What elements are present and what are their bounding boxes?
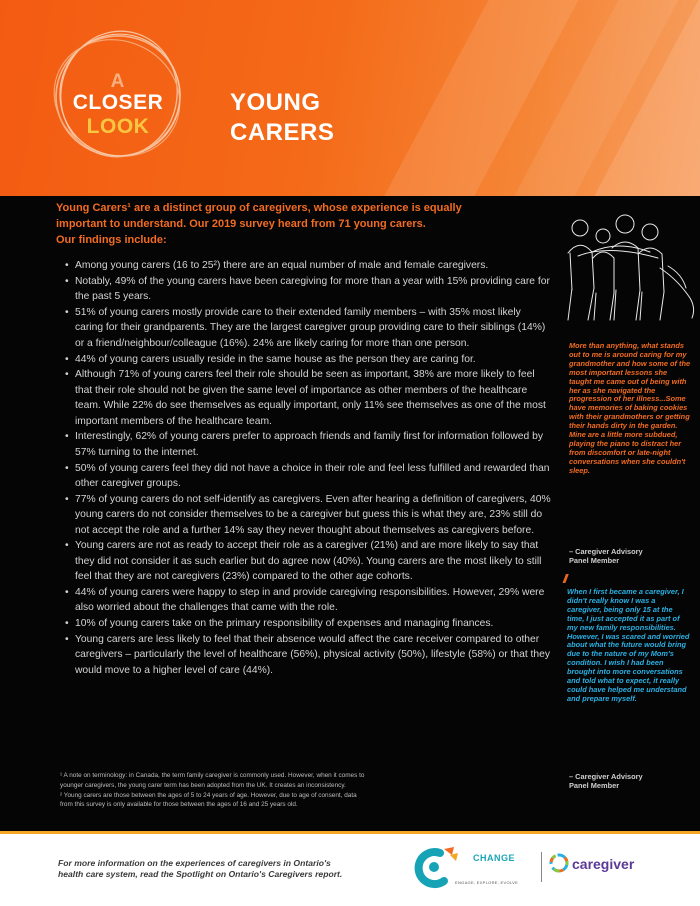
page-title-line2: CARERS	[230, 119, 335, 146]
finding-text: Young carers are not as ready to accept their role as a caregiver (21%) and are more likely to say that they did not consider it as such earlier but do agree now (40%). Young carers are the most likely to still feel that they are not caregivers (23%) compared to the other age cohorts.	[75, 540, 542, 583]
finding-text: Notably, 49% of the young carers have been caregiving for more than a year with 15% providing care for the past 5 years.	[75, 275, 550, 303]
header-banner	[0, 0, 700, 196]
footer-line: For more information on the experiences of caregivers in Ontario's	[58, 858, 331, 868]
page-title	[230, 88, 430, 148]
bullet-icon: •	[65, 587, 69, 599]
bullet-icon: •	[65, 540, 69, 552]
intro-line: Young Carers¹ are a distinct group of caregivers, whose experience is equally	[56, 202, 462, 214]
attribution-line: – Caregiver Advisory	[569, 772, 643, 781]
footnote-line: younger caregivers, the young carer term has been adopted from the UK. It creates an inconsistency.	[60, 781, 346, 789]
quote-mark-icon: //	[563, 572, 566, 586]
bullet-icon: •	[65, 618, 69, 630]
caregiver-wordmark: caregiver	[572, 856, 635, 872]
finding-item	[63, 352, 551, 367]
change-wordmark: CHANGE	[473, 853, 516, 863]
footnote-line: ² Young carers are those between the ages of 5 to 24 years of age. However, due to age of consent, data	[60, 791, 357, 799]
finding-text: 44% of young carers usually reside in the same house as the person they are caring for.	[75, 353, 476, 365]
bullet-icon: •	[65, 462, 69, 474]
logo-text-a: A	[110, 71, 126, 92]
finding-item	[63, 274, 551, 305]
caregiver-quote-1: More than anything, what stands out to me is around caring for my grandmother and how some of the most important lessons she taught me came out of being with her as she navigated the progression of her illness...Some have memories of baking cookies with their grandmothers or getting their hands dirty in the garden. Mine are a little more subdued, playing the piano to distract her from discomfort or late-night conversations when she couldn't sleep.	[569, 341, 691, 475]
logo-text-look: LOOK	[86, 115, 150, 138]
findings-list	[63, 258, 551, 679]
footnote-line: ¹ A note on terminology: in Canada, the term family caregiver is commonly used. However, when it comes to	[60, 772, 365, 779]
finding-item	[63, 538, 551, 584]
intro-paragraph	[56, 200, 496, 248]
finding-text: 50% of young carers feel they did not have a choice in their role and feel less fulfilled and rewarded than other caregiver groups.	[75, 462, 550, 490]
finding-item	[63, 461, 551, 492]
bullet-icon: •	[65, 369, 69, 381]
finding-item	[63, 367, 551, 429]
finding-item	[63, 492, 551, 538]
finding-item	[63, 632, 551, 678]
attribution-line: – Caregiver Advisory	[569, 547, 643, 556]
intro-line: important to understand. Our 2019 survey heard from 71 young carers.	[56, 218, 426, 230]
finding-item	[63, 585, 551, 616]
intro-line: Our findings include:	[56, 234, 167, 246]
a-closer-look-logo	[48, 20, 188, 170]
bullet-icon: •	[65, 431, 69, 443]
caregiver-logo-icon	[548, 852, 570, 874]
finding-item	[63, 616, 551, 631]
quote-2-attribution	[569, 773, 691, 791]
change-tagline: ENGAGE, EXPLORE, EVOLVE	[455, 880, 519, 885]
bullet-icon: •	[65, 260, 69, 271]
finding-text: 44% of young carers were happy to step in and provide caregiving responsibilities. However, 29% were also worried about the challenges that came with the role.	[75, 587, 545, 614]
finding-item	[63, 305, 551, 351]
footer-line: health care system, read the Spotlight on Ontario's Caregivers report.	[58, 869, 343, 879]
finding-item	[63, 258, 551, 273]
finding-text: 51% of young carers mostly provide care to their extended family members – with 35% most likely caring for their grandparents. They are the largest caregiver group providing care to their siblings (14%) or a friend/neighbour/colleague (16%). 24% are likely caring for more than one person.	[75, 307, 546, 349]
attribution-line: Panel Member	[569, 555, 620, 565]
logo-text-closer: CLOSER	[72, 91, 164, 114]
footnote-line: from this survey is only available for those between the ages of 16 and 25 years old.	[60, 801, 298, 809]
caregiver-quote-2: When I first became a caregiver, I didn't really know I was a caregiver, being only 15 at the time, I just accepted it as part of my new family responsibilities. However, I was scared and worried about what the future would bring due to the nature of my Mom's condition. I wish I had been brought into more conversations and told what to expect, it really could have helped me understand and prepare myself.	[567, 587, 690, 703]
finding-text: 10% of young carers take on the primary responsibility of expenses and managing finances.	[75, 618, 494, 630]
bullet-icon: •	[65, 353, 69, 365]
bullet-icon: •	[65, 493, 69, 505]
finding-text: Young carers are less likely to feel that their absence would affect the care receiver compared to other caregivers – particularly the level of healthcare (56%), physical activity (50%), lifestyle (58%) or that they would move to a higher level of care (44%).	[75, 634, 551, 676]
finding-text: Interestingly, 62% of young carers prefer to approach friends and family first for information followed by 57% turning to the internet.	[75, 431, 543, 458]
quote-1-attribution	[569, 548, 691, 566]
logo-divider	[541, 852, 542, 882]
bullet-icon: •	[65, 634, 69, 646]
footer-divider-line	[0, 831, 700, 834]
attribution-line: Panel Member	[569, 780, 620, 790]
finding-text: Although 71% of young carers feel their role should be seen as important, 38% are more likely to feel that their role should not be given the same level of importance as other members of the healthcare team. While 22% do see themselves as equally important, only 11% see themselves as one of the most important members of the healthcare team.	[75, 369, 546, 427]
footer-info-text	[58, 858, 378, 880]
finding-item	[63, 429, 551, 460]
footnotes	[60, 772, 530, 811]
finding-text: Among young carers (16 to 25²) there are an equal number of male and female caregivers.	[75, 260, 489, 271]
family-sketch-icon	[558, 208, 700, 326]
page-title-line1: YOUNG	[230, 89, 321, 116]
bullet-icon: •	[65, 275, 69, 287]
finding-text: 77% of young carers do not self-identify as caregivers. Even after hearing a definition of caregivers, 40% young carers do not consider themselves to be a caregiver but guess this is what they are, 23% still do not accept the role and a further 14% say they never thought about themselves as caregivers before.	[75, 493, 551, 536]
bullet-icon: •	[65, 307, 69, 318]
